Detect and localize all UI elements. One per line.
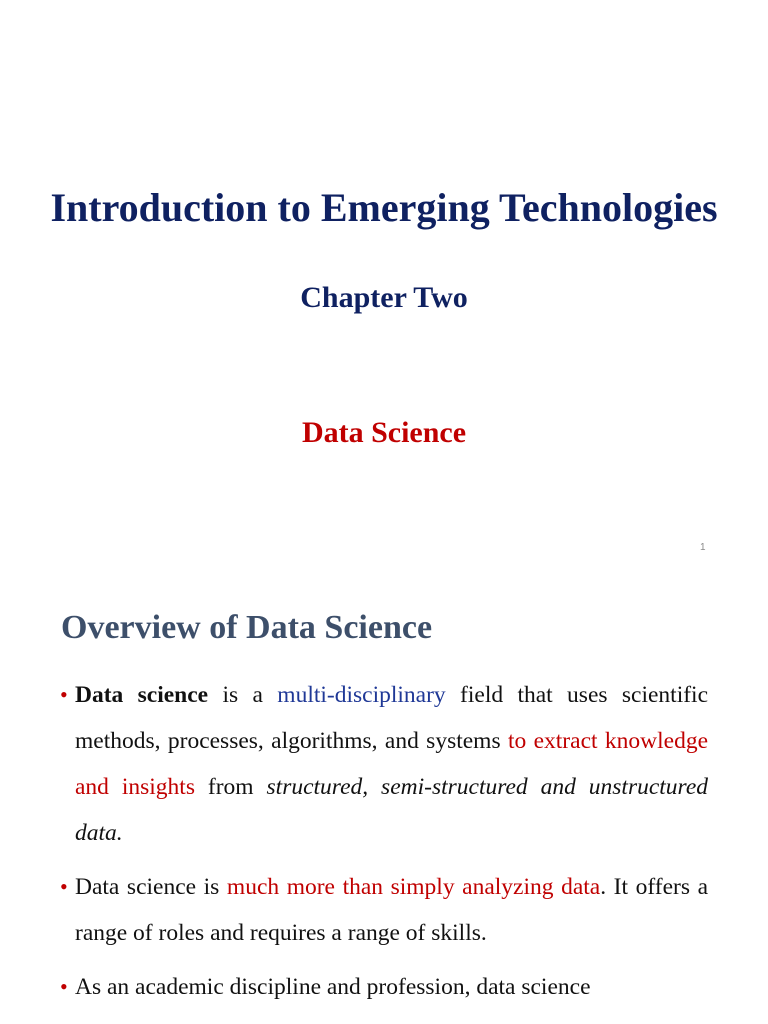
topic-title: Data Science [301,416,467,449]
bullet-text: As an academic discipline and profession, data science [75,974,591,1000]
bullet-text: field that uses scientific methods, processes, algorithms, and systems [75,682,709,754]
overview-slide [0,576,768,1024]
italic-text: structured, semi-structured and unstructured data. [75,774,708,846]
bullet-text: Data science is [75,874,227,900]
bullet-text: from [194,774,267,800]
slide-number: 1 [700,542,706,553]
bullet-icon: • [60,682,68,707]
bullet-item [60,672,708,856]
bullet-item [60,964,708,1010]
bullet-text: is a [208,682,278,708]
bullet-icon: • [60,874,68,899]
bullet-item [60,864,708,956]
highlight-blue: multi-disciplinary [277,682,446,708]
term-bold: Data science [75,682,209,708]
chapter-label: Chapter Two [300,281,468,314]
slide-heading: Overview of Data Science [61,609,433,646]
bullet-text: . It offers a range of roles and requires a range of skills. [75,874,708,946]
bullet-list [60,672,708,1018]
highlight-red: much more than simply analyzing data [226,874,601,900]
presentation-title: Introduction to Emerging Technologies [50,185,718,230]
bullet-icon: • [60,974,68,999]
highlight-red: to extract knowledge and insights [75,728,708,800]
